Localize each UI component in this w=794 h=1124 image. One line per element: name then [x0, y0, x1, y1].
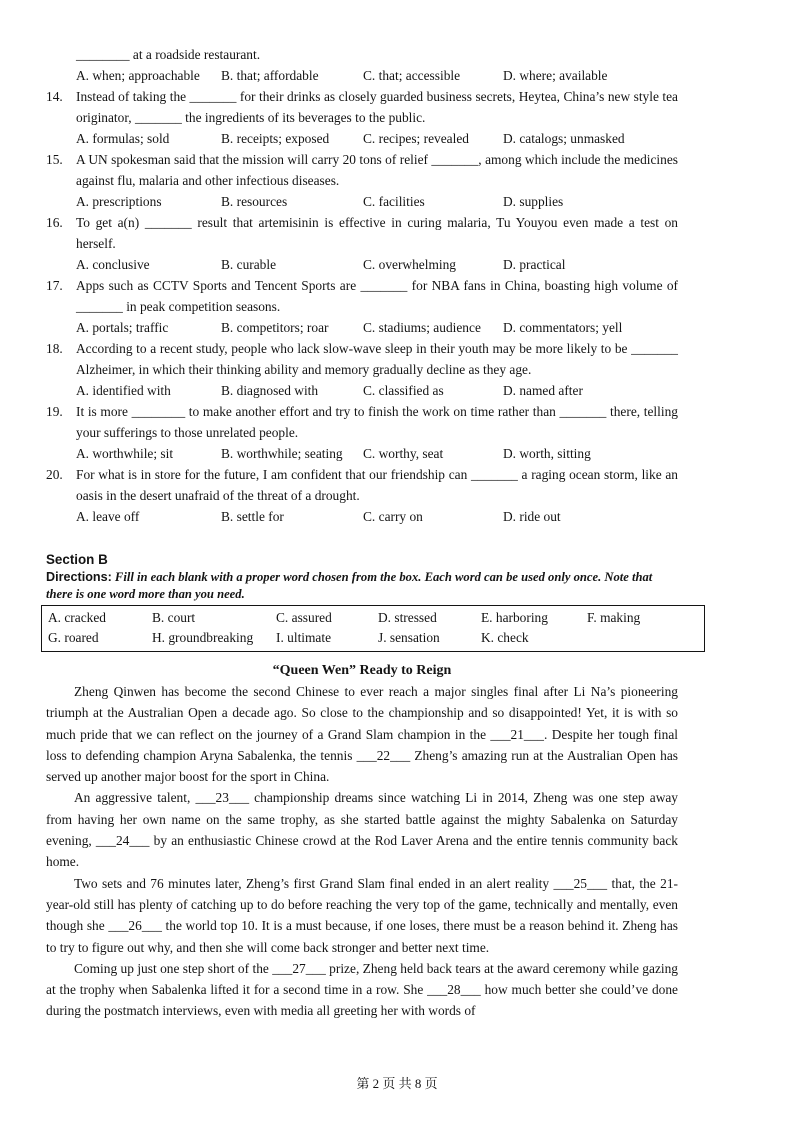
word-option: K. check — [481, 630, 529, 645]
option-b[interactable]: B. curable — [221, 257, 277, 272]
option-b[interactable]: B. that; affordable — [221, 68, 319, 83]
option-c[interactable]: C. overwhelming — [363, 257, 456, 272]
question-item — [46, 464, 678, 506]
option-a[interactable]: A. identified with — [76, 383, 171, 398]
option-b[interactable]: B. resources — [221, 194, 288, 209]
word-box-row-2 — [48, 628, 704, 648]
option-d[interactable]: D. where; available — [503, 68, 608, 83]
option-b[interactable]: B. worthwhile; seating — [221, 446, 343, 461]
word-option: A. cracked — [48, 610, 106, 625]
option-c[interactable]: C. stadiums; audience — [363, 320, 481, 335]
option-d[interactable]: D. supplies — [503, 194, 564, 209]
question-item — [46, 275, 678, 317]
question-text: According to a recent study, people who lack slow-wave sleep in their youth may be more likely to be _______ Alzheimer, in which their thinking ability and memory gradually decline as they age. — [76, 341, 678, 377]
passage-paragraph-3: Two sets and 76 minutes later, Zheng’s first Grand Slam final ended in an alert reality ___25___ that, the 21-year-old still has plenty of catching up to do before reaching the very top of the game, technically and mentally, even though she ___26___ the world top 10. It is a must because, if one loses, there must be a reason behind it. Zheng has to try to figure out why, and then she will come back stronger and better next time. — [46, 875, 678, 955]
question-13-blank: ________ — [76, 47, 130, 62]
question-text: Apps such as CCTV Sports and Tencent Sports are _______ for NBA fans in China, boasting high volume of _______ in peak competition seasons. — [76, 278, 678, 314]
question-text: A UN spokesman said that the mission will carry 20 tons of relief _______, among which include the medicines against flu, malaria and other infectious diseases. — [76, 152, 678, 188]
question-text: Instead of taking the _______ for their drinks as closely guarded business secrets, Heytea, China’s new style tea originator, _______ the ingredients of its beverages to the public. — [76, 89, 678, 125]
option-c[interactable]: C. recipes; revealed — [363, 131, 469, 146]
word-option: I. ultimate — [276, 630, 332, 645]
option-a[interactable]: A. conclusive — [76, 257, 150, 272]
option-d[interactable]: D. practical — [503, 257, 566, 272]
question-item — [46, 212, 678, 254]
question-text: To get a(n) _______ result that artemisinin is effective in curing malaria, Tu Youyou even made a test on herself. — [76, 215, 678, 251]
word-option: F. making — [587, 610, 641, 625]
option-c[interactable]: C. facilities — [363, 194, 425, 209]
option-a[interactable]: A. prescriptions — [76, 194, 162, 209]
question-13-continuation — [46, 44, 678, 65]
question-list — [46, 86, 678, 527]
option-d[interactable]: D. ride out — [503, 509, 561, 524]
question-text: It is more ________ to make another effort and try to finish the work on time rather than _______ there, telling your sufferings to those unrelated people. — [76, 404, 678, 440]
question-options — [46, 128, 678, 149]
question-item — [46, 149, 678, 191]
option-c[interactable]: C. carry on — [363, 509, 423, 524]
option-d[interactable]: D. catalogs; unmasked — [503, 131, 625, 146]
option-b[interactable]: B. settle for — [221, 509, 284, 524]
question-options — [46, 443, 678, 464]
option-a[interactable]: A. leave off — [76, 509, 140, 524]
option-b[interactable]: B. receipts; exposed — [221, 131, 330, 146]
option-c[interactable]: C. that; accessible — [363, 68, 461, 83]
word-option: J. sensation — [378, 630, 440, 645]
question-item — [46, 401, 678, 443]
passage-paragraph-2: An aggressive talent, ___23___ championship dreams since watching Li in 2014, Zheng was one step away from having her own name on the same trophy, as she started battle against the mighty Sabalenka on Saturday evening, ___24___ by an enthusiastic Chinese crowd at the Rod Laver Arena and the entire tennis community back home. — [46, 790, 678, 870]
question-number: 17. — [46, 278, 63, 293]
option-d[interactable]: D. commentators; yell — [503, 320, 623, 335]
question-text: For what is in store for the future, I am confident that our friendship can _______ a raging ocean storm, like an oasis in the desert unafraid of the threat of a drought. — [76, 467, 678, 503]
option-c[interactable]: C. classified as — [363, 383, 444, 398]
option-a[interactable]: A. formulas; sold — [76, 131, 170, 146]
word-box-row-1 — [48, 608, 704, 628]
passage-paragraph-1: Zheng Qinwen has become the second Chinese to ever reach a major singles final after Li Na’s pioneering triumph at the Australian Open a decade ago. So close to the championship and so disappointed! Yet, it is with so much pride that we can reflect on the journey of a Grand Slam champion in the ___21___. Despite her tough final loss to defending champion Aryna Sabalenka, the tennis ___22___ Zheng’s amazing run at the Australian Open has served up another major boost for the sport in China. — [46, 684, 678, 785]
question-options — [46, 317, 678, 338]
question-number: 16. — [46, 215, 63, 230]
passage-title: “Queen Wen” Ready to Reign — [272, 663, 452, 678]
option-c[interactable]: C. worthy, seat — [363, 446, 444, 461]
question-item — [46, 338, 678, 380]
option-b[interactable]: B. competitors; roar — [221, 320, 329, 335]
passage-paragraph-4: Coming up just one step short of the ___27___ prize, Zheng held back tears at the award ceremony while gazing at the trophy when Sabalenka lifted it for a second time in a row. She ___28___ how much better she could’ve done during the postmatch interviews, even with media all greeting her with words of — [46, 960, 678, 1019]
question-item — [46, 86, 678, 128]
section-b-heading: Section B — [46, 552, 108, 567]
question-13-text: at a roadside restaurant. — [129, 47, 261, 62]
question-options — [46, 191, 678, 212]
question-number: 19. — [46, 404, 63, 419]
word-option: E. harboring — [481, 610, 548, 625]
question-13-options — [46, 65, 678, 86]
word-box — [41, 605, 705, 652]
option-d[interactable]: D. worth, sitting — [503, 446, 591, 461]
word-option: C. assured — [276, 610, 332, 625]
question-options — [46, 380, 678, 401]
option-a[interactable]: A. portals; traffic — [76, 320, 169, 335]
option-a[interactable]: A. worthwhile; sit — [76, 446, 174, 461]
word-option: B. court — [152, 610, 196, 625]
word-option: H. groundbreaking — [152, 630, 254, 645]
question-number: 14. — [46, 89, 63, 104]
directions-label: Directions: — [46, 570, 112, 584]
exam-page — [46, 44, 678, 1022]
question-number: 18. — [46, 341, 63, 356]
option-a[interactable]: A. when; approachable — [76, 68, 200, 83]
option-b[interactable]: B. diagnosed with — [221, 383, 319, 398]
question-number: 20. — [46, 467, 63, 482]
question-options — [46, 506, 678, 527]
page-footer: 第 2 页 共 8 页 — [356, 1076, 438, 1091]
question-number: 15. — [46, 152, 63, 167]
word-option: D. stressed — [378, 610, 437, 625]
word-option: G. roared — [48, 630, 99, 645]
question-options — [46, 254, 678, 275]
directions-text: Fill in each blank with a proper word chosen from the box. Each word can be used only once. Note that there is one word more than you need. — [46, 570, 653, 601]
section-b-directions — [46, 569, 678, 603]
option-d[interactable]: D. named after — [503, 383, 583, 398]
